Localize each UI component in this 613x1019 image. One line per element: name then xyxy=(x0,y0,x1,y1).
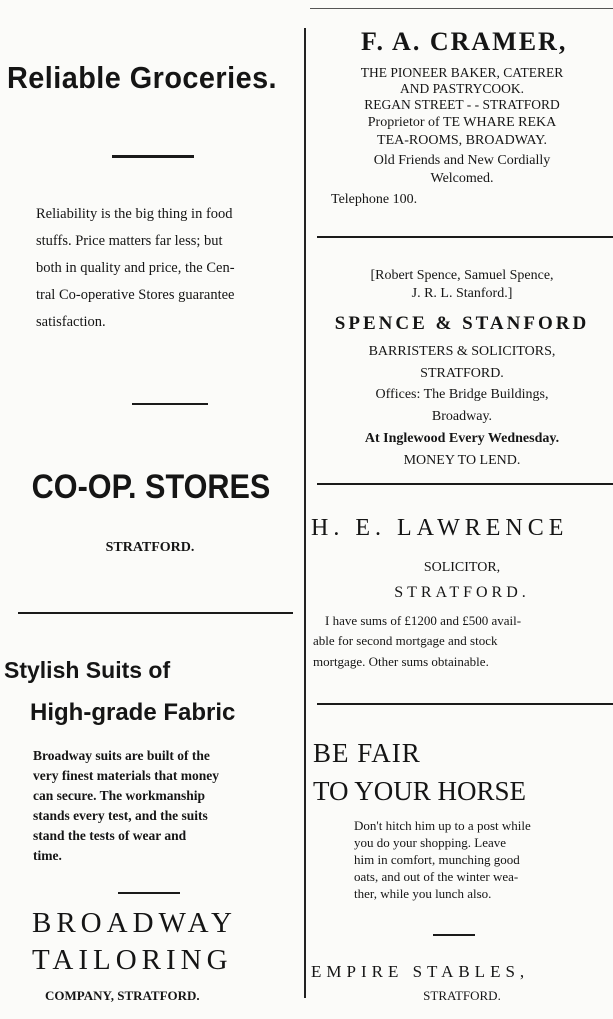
reliable-line-3: both in quality and price, the Cen- xyxy=(36,260,235,276)
column-divider xyxy=(304,28,306,998)
reliable-line-4: tral Co-operative Stores guarantee xyxy=(36,287,235,303)
store-location: STRATFORD. xyxy=(105,540,195,555)
horse-heading-2: TO YOUR HORSE xyxy=(313,776,527,806)
section-rule-r1 xyxy=(317,236,613,238)
spence-line-5: At Inglewood Every Wednesday. xyxy=(364,431,560,446)
lawrence-line-1: I have sums of £1200 and £500 avail- xyxy=(325,613,522,628)
suits-line-6: time. xyxy=(33,848,62,863)
suits-heading-1: Stylish Suits of xyxy=(4,657,171,683)
cramer-line-1: THE PIONEER BAKER, CATERER xyxy=(360,65,564,80)
cramer-line-7: Welcomed. xyxy=(430,171,494,186)
short-rule-r xyxy=(433,934,475,936)
spence-partners-1: [Robert Spence, Samuel Spence, xyxy=(370,268,554,283)
stables-town: STRATFORD. xyxy=(423,988,501,1003)
short-rule-3 xyxy=(118,892,180,894)
spence-firm: SPENCE & STANFORD xyxy=(334,313,590,334)
spence-line-2: STRATFORD. xyxy=(420,366,504,381)
cramer-line-3: REGAN STREET - - STRATFORD xyxy=(364,97,560,112)
company-line-2: TAILORING xyxy=(32,944,233,976)
cramer-line-2: AND PASTRYCOOK. xyxy=(399,81,525,96)
section-rule xyxy=(18,612,293,614)
suits-line-4: stands every test, and the suits xyxy=(33,808,208,823)
reliable-heading: Reliable Groceries. xyxy=(7,60,278,95)
reliable-line-1: Reliability is the big thing in food xyxy=(36,206,233,222)
right-column xyxy=(311,0,613,1019)
company-line-3: COMPANY, STRATFORD. xyxy=(45,988,200,1003)
store-name: CO-OP. STORES xyxy=(31,468,271,506)
lawrence-town: STRATFORD. xyxy=(394,584,530,601)
spence-line-6: MONEY TO LEND. xyxy=(403,453,521,468)
section-rule-r2 xyxy=(317,483,613,485)
horse-heading-1: BE FAIR xyxy=(313,738,421,768)
lawrence-line-3: mortgage. Other sums obtainable. xyxy=(313,654,489,669)
cramer-line-5: TEA-ROOMS, BROADWAY. xyxy=(377,133,547,148)
cramer-line-6: Old Friends and New Cordially xyxy=(373,153,551,168)
lawrence-line-2: able for second mortgage and stock xyxy=(313,633,498,648)
cramer-name: F. A. CRAMER, xyxy=(361,27,568,56)
horse-line-5: ther, while you lunch also. xyxy=(354,886,492,901)
spence-line-4: Broadway. xyxy=(431,409,493,424)
horse-line-1: Don't hitch him up to a post while xyxy=(354,818,531,833)
lawrence-name: H. E. LAWRENCE xyxy=(311,515,569,541)
company-line-1: BROADWAY xyxy=(32,907,237,939)
short-rule xyxy=(112,155,194,158)
horse-line-3: him in comfort, munching good xyxy=(354,852,520,867)
spence-line-1: BARRISTERS & SOLICITORS, xyxy=(368,344,556,359)
spence-partners-2: J. R. L. Stanford.] xyxy=(411,286,513,301)
horse-line-4: oats, and out of the winter wea- xyxy=(354,869,519,884)
cramer-line-4: Proprietor of TE WHARE REKA xyxy=(367,115,557,130)
suits-line-3: can secure. The workmanship xyxy=(33,788,206,803)
reliable-line-5: satisfaction. xyxy=(36,314,106,330)
spence-line-3: Offices: The Bridge Buildings, xyxy=(375,387,549,402)
suits-heading-2: High-grade Fabric xyxy=(30,699,236,726)
short-rule-2 xyxy=(132,403,208,405)
suits-line-1: Broadway suits are built of the xyxy=(33,748,210,763)
left-column xyxy=(0,0,302,1019)
suits-line-5: stand the tests of wear and xyxy=(33,828,187,843)
section-rule-r3 xyxy=(317,703,613,705)
cramer-telephone: Telephone 100. xyxy=(331,192,418,207)
horse-line-2: you do your shopping. Leave xyxy=(354,835,507,850)
lawrence-title: SOLICITOR, xyxy=(423,560,501,575)
stables-name: EMPIRE STABLES, xyxy=(311,962,530,981)
suits-line-2: very finest materials that money xyxy=(33,768,219,783)
reliable-line-2: stuffs. Price matters far less; but xyxy=(36,233,223,249)
